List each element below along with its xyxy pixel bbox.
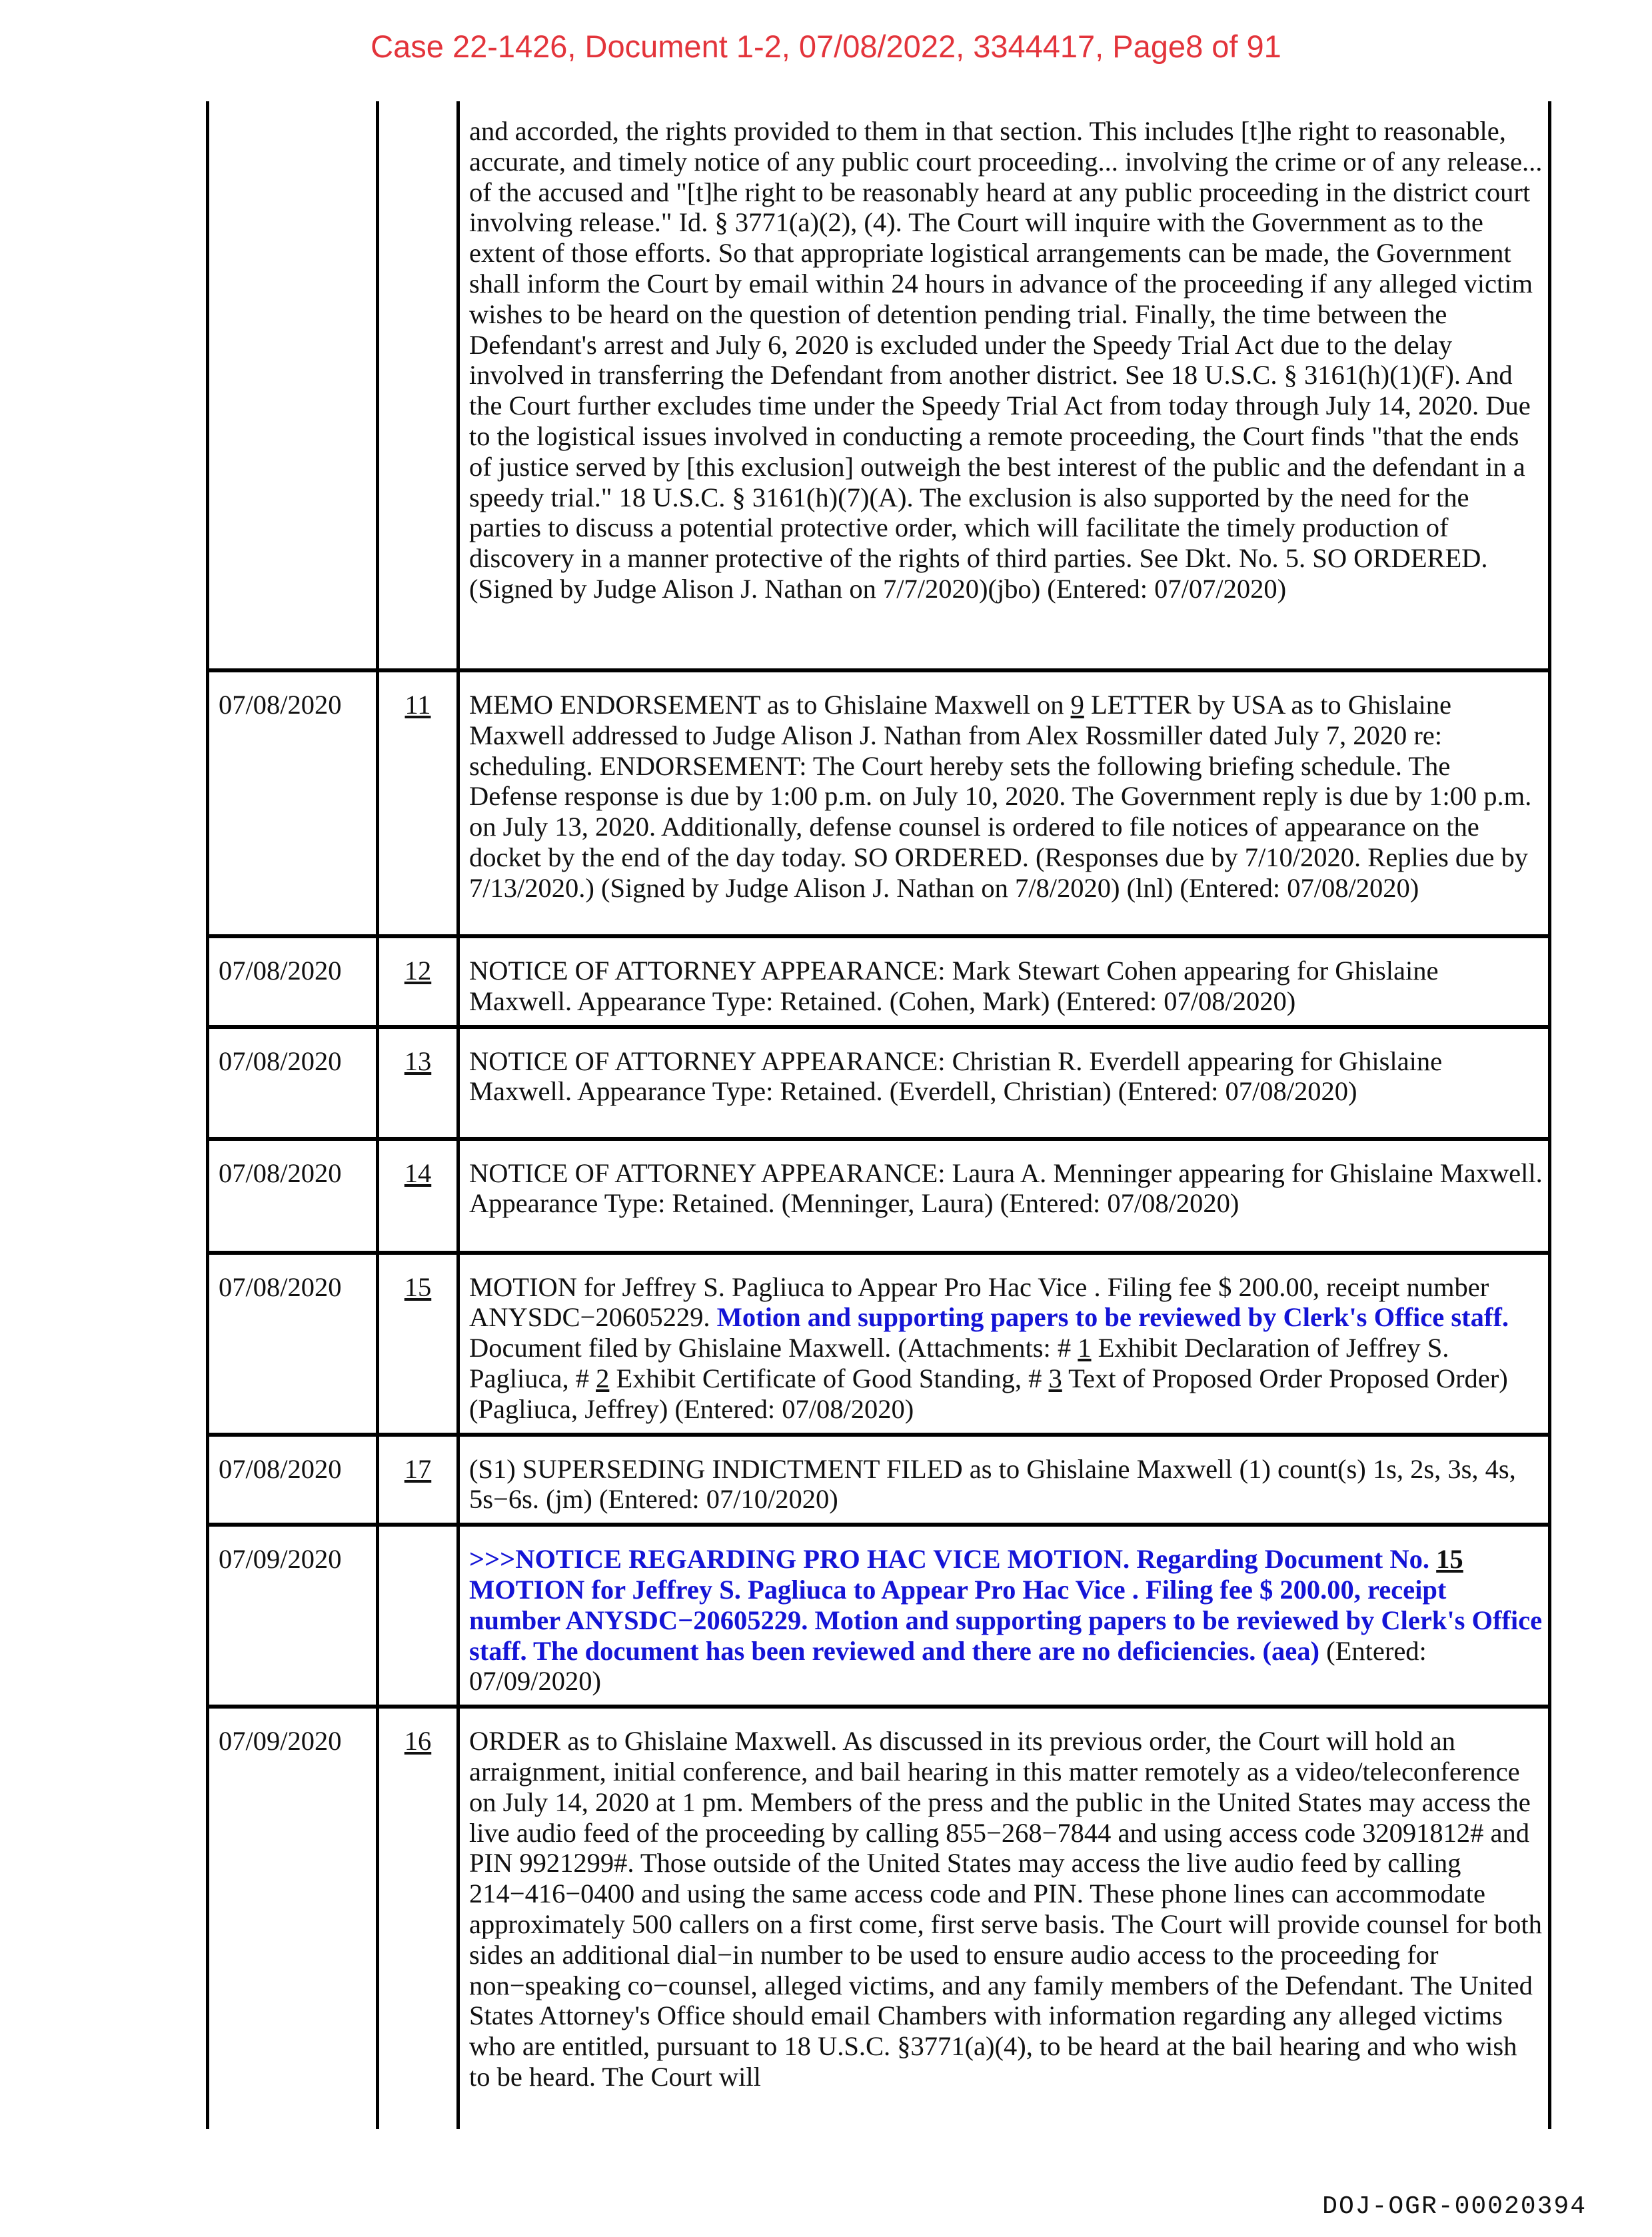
- docket-entry: [208, 936, 1550, 1027]
- pro-hac-vice-notice: >>>NOTICE REGARDING PRO HAC VICE MOTION. Regarding Document No.: [469, 1544, 1437, 1575]
- docket-entry: [208, 670, 1550, 936]
- attachment-link-3[interactable]: 3: [1048, 1363, 1062, 1393]
- entry-text: NOTICE OF ATTORNEY APPEARANCE: Christian R. Everdell appearing for Ghislaine Maxwell. Appearance Type: Retained. (Everdell, Christian) (Entered: 07/08/2020): [458, 1027, 1550, 1139]
- document-number-link[interactable]: 13: [404, 1046, 432, 1076]
- entry-text: ORDER as to Ghislaine Maxwell. As discussed in its previous order, the Court will hold an arraignment, initial conference, and bail hearing in this matter remotely as a video/teleconference on July 14, 2020 at 1 pm. Members of the press and the public in the United States may access the live audio feed of the proceeding by calling 855−268−7844 and using access code 32091812# and PIN 9921299#. Those outside of the United States may access the live audio feed by calling 214−416−0400 and using the same access code and PIN. These phone lines can accommodate approximately 500 callers on a first come, first serve basis. The Court will provide counsel for both sides an additional dial−in number to be used to ensure audio access to the proceeding for non−speaking co−counsel, alleged victims, and any family members of the Defendant. The United States Attorney's Office should email Chambers with information regarding any alleged victims who are entitled, pursuant to 18 U.S.C. §3771(a)(4), to be heard at the bail hearing and who wish to be heard. The Court will: [458, 1707, 1550, 2129]
- entry-date: 07/08/2020: [208, 1139, 378, 1253]
- entry-text-part: MOTION for Jeffrey S. Pagliuca to Appear Pro Hac Vice . Filing fee $ 200.00, receipt number ANYSDC−20605229.: [469, 1271, 1489, 1333]
- docket-entry: [208, 1253, 1550, 1435]
- case-header: Case 22-1426, Document 1-2, 07/08/2022, 3344417, Page8 of 91: [371, 29, 1281, 64]
- document-number-link[interactable]: 15: [404, 1271, 432, 1302]
- entry-number: [378, 101, 458, 670]
- entry-text-part: Document filed by Ghislaine Maxwell. (Attachments: #: [469, 1333, 1078, 1363]
- docket-entry: [208, 1435, 1550, 1525]
- entry-date: 07/09/2020: [208, 1707, 378, 2129]
- docket-table: [206, 101, 1551, 2129]
- entry-text: (S1) SUPERSEDING INDICTMENT FILED as to Ghislaine Maxwell (1) count(s) 1s, 2s, 3s, 4s, 5s−6s. (jm) (Entered: 07/10/2020): [458, 1435, 1550, 1525]
- entry-text-part: Exhibit Declaration of Jeffrey S. Pagliuca, #: [469, 1333, 1449, 1393]
- attachment-link-2[interactable]: 2: [596, 1363, 610, 1393]
- docket-entry: [208, 1707, 1550, 2129]
- entry-text: [458, 1253, 1550, 1435]
- entry-date: 07/08/2020: [208, 936, 378, 1027]
- entry-date: 07/09/2020: [208, 1525, 378, 1707]
- entry-date: 07/08/2020: [208, 670, 378, 936]
- entry-text-part: MEMO ENDORSEMENT as to Ghislaine Maxwell on: [469, 690, 1071, 720]
- entry-text-part: Exhibit Certificate of Good Standing, #: [609, 1363, 1049, 1393]
- entry-text-part: LETTER by USA as to Ghislaine Maxwell addressed to Judge Alison J. Nathan from Alex Rossmiller dated July 7, 2020 re: scheduling. ENDORSEMENT: The Court hereby sets the following briefing schedule. The Defense response is due by 1:00 p.m. on July 10, 2020. The Government reply is due by 1:00 p.m. on July 13, 2020. Additionally, defense counsel is ordered to file notices of appearance on the docket by the end of the day today. SO ORDERED. (Responses due by 7/10/2020. Replies due by 7/13/2020.) (Signed by Judge Alison J. Nathan on 7/8/2020) (lnl) (Entered: 07/08/2020): [469, 690, 1532, 903]
- entry-text-part: (Entered: 07/09/2020): [469, 1635, 1427, 1697]
- clerk-review-notice: Motion and supporting papers to be reviewed by Clerk's Office staff.: [716, 1302, 1509, 1333]
- entry-text: NOTICE OF ATTORNEY APPEARANCE: Laura A. Menninger appearing for Ghislaine Maxwell. Appearance Type: Retained. (Menninger, Laura) (Entered: 07/08/2020): [458, 1139, 1550, 1253]
- docket-entry: [208, 101, 1550, 670]
- document-number-link[interactable]: 14: [404, 1157, 432, 1188]
- entry-text: [458, 670, 1550, 936]
- document-number-link[interactable]: 17: [404, 1453, 432, 1484]
- docket-entry: [208, 1027, 1550, 1139]
- pro-hac-vice-notice: MOTION for Jeffrey S. Pagliuca to Appear Pro Hac Vice . Filing fee $ 200.00, receipt number ANYSDC−20605229. Motion and supporting papers to be reviewed by Clerk's Office staff. The document has been reviewed and there are no deficiencies. (aea): [469, 1574, 1543, 1666]
- attachment-link-1[interactable]: 1: [1078, 1333, 1092, 1363]
- bates-number: DOJ-OGR-00020394: [1322, 2192, 1587, 2221]
- document-number-link[interactable]: 12: [404, 956, 432, 986]
- document-number-link[interactable]: 11: [405, 690, 431, 720]
- entry-text: NOTICE OF ATTORNEY APPEARANCE: Mark Stewart Cohen appearing for Ghislaine Maxwell. Appearance Type: Retained. (Cohen, Mark) (Entered: 07/08/2020): [458, 936, 1550, 1027]
- entry-date: 07/08/2020: [208, 1435, 378, 1525]
- referenced-document-link[interactable]: 9: [1070, 690, 1084, 720]
- entry-text-part: Text of Proposed Order Proposed Order)(Pagliuca, Jeffrey) (Entered: 07/08/2020): [469, 1363, 1508, 1424]
- docket-entry: [208, 1139, 1550, 1253]
- entry-date: 07/08/2020: [208, 1027, 378, 1139]
- entry-number: [378, 1525, 458, 1707]
- entry-date: [208, 101, 378, 670]
- entry-text: and accorded, the rights provided to them in that section. This includes [t]he right to reasonable, accurate, and timely notice of any public court proceeding... involving the crime or of any release... of the accused and "[t]he right to be reasonably heard at any public proceeding in the district court involving release." Id. § 3771(a)(2), (4). The Court will inquire with the Government as to the extent of those efforts. So that appropriate logistical arrangements can be made, the Government shall inform the Court by email within 24 hours in advance of the proceeding if any alleged victim wishes to be heard on the question of detention pending trial. Finally, the time between the Defendant's arrest and July 6, 2020 is excluded under the Speedy Trial Act due to the delay involved in transferring the Defendant from another district. See 18 U.S.C. § 3161(h)(1)(F). And the Court further excludes time under the Speedy Trial Act from today through July 14, 2020. Due to the logistical issues involved in conducting a remote proceeding, the Court finds "that the ends of justice served by [this exclusion] outweigh the best interest of the public and the defendant in a speedy trial." 18 U.S.C. § 3161(h)(7)(A). The exclusion is also supported by the need for the parties to discuss a potential protective order, which will facilitate the timely production of discovery in a manner protective of the rights of third parties. See Dkt. No. 5. SO ORDERED. (Signed by Judge Alison J. Nathan on 7/7/2020)(jbo) (Entered: 07/07/2020): [458, 101, 1550, 670]
- referenced-document-link[interactable]: 15: [1436, 1544, 1463, 1575]
- entry-date: 07/08/2020: [208, 1253, 378, 1435]
- entry-text: [458, 1525, 1550, 1707]
- docket-entry: [208, 1525, 1550, 1707]
- document-number-link[interactable]: 16: [404, 1726, 432, 1757]
